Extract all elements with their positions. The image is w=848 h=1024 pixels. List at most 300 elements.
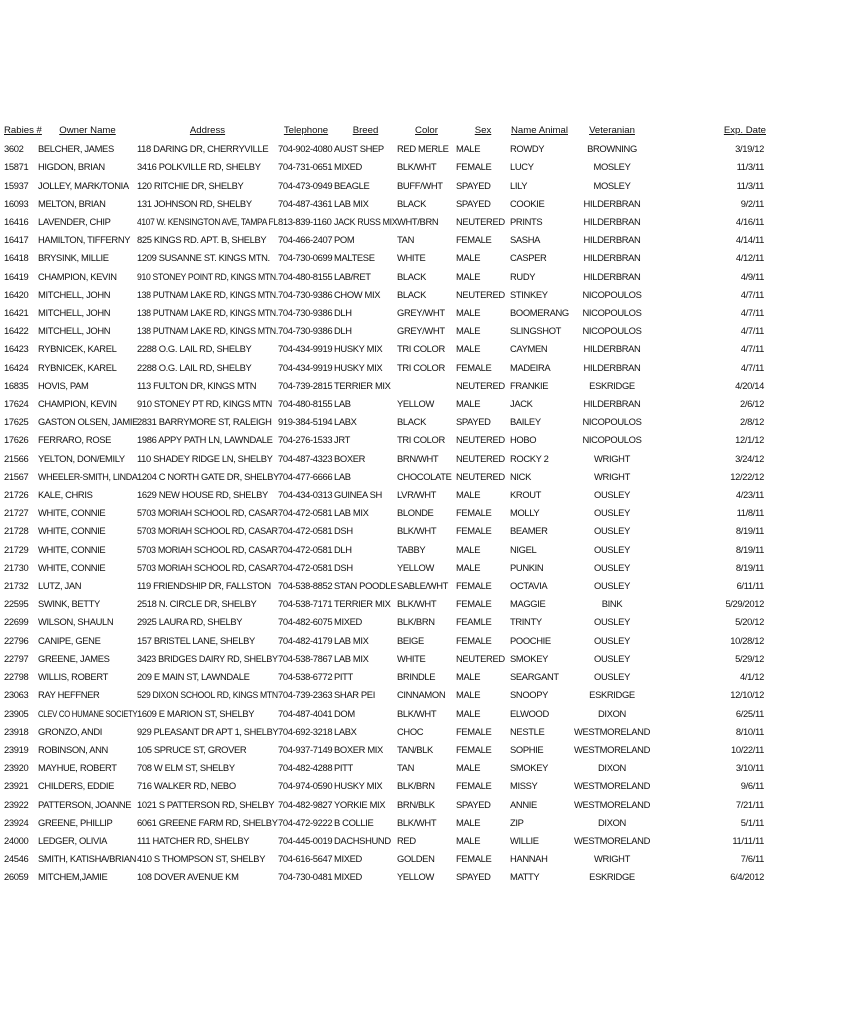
cell-address: 1209 SUSANNE ST. KINGS MTN. <box>137 252 270 264</box>
table-row <box>4 140 848 158</box>
cell-telephone: 704-487-4323 <box>278 452 333 464</box>
table-row <box>4 504 848 522</box>
cell-color: BLONDE <box>397 507 434 519</box>
cell-breed: MIXED <box>334 161 362 173</box>
cell-exp-date: 10/28/12 <box>730 634 764 646</box>
cell-telephone: 704-902-4080 <box>278 143 333 155</box>
cell-sex: NEUTERED <box>456 434 505 446</box>
cell-breed: TERRIER MIX <box>334 379 391 391</box>
cell-exp-date: 5/29/12 <box>735 652 764 664</box>
cell-rabies-number: 17624 <box>4 398 29 410</box>
cell-color: SABLE/WHT <box>397 580 449 592</box>
cell-owner-name: LAVENDER, CHIP <box>38 216 111 228</box>
table-row <box>4 796 848 814</box>
cell-exp-date: 9/6/11 <box>740 780 764 792</box>
cell-animal-name: RUDY <box>510 270 536 282</box>
cell-rabies-number: 17625 <box>4 416 29 428</box>
cell-breed: DLH <box>334 307 352 319</box>
cell-owner-name: WHITE, CONNIE <box>38 543 106 555</box>
cell-address: 5703 MORIAH SCHOOL RD, CASAR <box>137 507 278 519</box>
cell-rabies-number: 16423 <box>4 343 29 355</box>
cell-veterinarian: OUSLEY <box>594 561 630 573</box>
cell-address: 1629 NEW HOUSE RD, SHELBY <box>137 489 268 501</box>
cell-rabies-number: 16835 <box>4 379 29 391</box>
cell-sex: MALE <box>456 543 481 555</box>
cell-exp-date: 8/19/11 <box>735 543 764 555</box>
cell-animal-name: MISSY <box>510 780 538 792</box>
table-row <box>4 177 848 195</box>
cell-sex: MALE <box>456 689 481 701</box>
cell-animal-name: MADEIRA <box>510 361 551 373</box>
cell-address: 910 STONEY POINT RD, KINGS MTN. <box>137 270 278 282</box>
cell-animal-name: PRINTS <box>510 216 543 228</box>
cell-veterinarian: HILDERBRAN <box>583 216 641 228</box>
cell-breed: LAB MIX <box>334 652 369 664</box>
cell-address: 1609 E MARION ST, SHELBY <box>137 707 255 719</box>
table-row <box>4 431 848 449</box>
table-row <box>4 777 848 795</box>
cell-breed: LABX <box>334 725 357 737</box>
cell-address: 2925 LAURA RD, SHELBY <box>137 616 243 628</box>
cell-breed: STAN POODLE <box>334 580 397 592</box>
cell-breed: MIXED <box>334 853 362 865</box>
table-row <box>4 195 848 213</box>
cell-veterinarian: ESKRIDGE <box>589 871 635 883</box>
cell-owner-name: YELTON, DON/EMILY <box>38 452 125 464</box>
cell-veterinarian: WRIGHT <box>594 452 630 464</box>
cell-owner-name: JOLLEY, MARK/TONIA <box>38 179 129 191</box>
cell-owner-name: MAYHUE, ROBERT <box>38 762 117 774</box>
cell-telephone: 704-482-4288 <box>278 762 333 774</box>
cell-sex: SPAYED <box>456 416 491 428</box>
cell-owner-name: FERRARO, ROSE <box>38 434 112 446</box>
cell-color: GREY/WHT <box>397 307 445 319</box>
cell-animal-name: SLINGSHOT <box>510 325 562 337</box>
cell-exp-date: 4/1/12 <box>740 671 764 683</box>
cell-color: RED <box>397 834 416 846</box>
cell-breed: MIXED <box>334 616 362 628</box>
cell-address: 118 DARING DR, CHERRYVILLE <box>137 143 269 155</box>
cell-color: BLACK <box>397 197 426 209</box>
cell-breed: HUSKY MIX <box>334 780 383 792</box>
cell-exp-date: 6/4/2012 <box>730 871 764 883</box>
cell-sex: FEMALE <box>456 725 492 737</box>
cell-sex: FEMALE <box>456 525 492 537</box>
cell-exp-date: 11/3/11 <box>736 161 764 173</box>
cell-breed: JRT <box>334 434 350 446</box>
cell-veterinarian: NICOPOULOS <box>582 325 642 337</box>
cell-breed: LABX <box>334 416 357 428</box>
cell-exp-date: 6/25/11 <box>735 707 764 719</box>
cell-address: 2518 N. CIRCLE DR, SHELBY <box>137 598 257 610</box>
cell-animal-name: LILY <box>510 179 528 191</box>
cell-telephone: 704-538-7867 <box>278 652 333 664</box>
cell-telephone: 704-480-8155 <box>278 398 333 410</box>
cell-owner-name: RAY HEFFNER <box>38 689 100 701</box>
cell-sex: MALE <box>456 270 481 282</box>
cell-sex: NEUTERED <box>456 452 505 464</box>
column-header-exp-date: Exp. Date <box>723 125 766 136</box>
cell-color: TAN <box>397 762 415 774</box>
cell-breed: SHAR PEI <box>334 689 375 701</box>
cell-animal-name: ANNIE <box>510 798 537 810</box>
cell-owner-name: MELTON, BRIAN <box>38 197 106 209</box>
cell-animal-name: PUNKIN <box>510 561 544 573</box>
cell-color: WHITE <box>397 652 426 664</box>
cell-rabies-number: 21728 <box>4 525 29 537</box>
cell-rabies-number: 23919 <box>4 743 29 755</box>
cell-rabies-number: 16420 <box>4 288 29 300</box>
cell-animal-name: BEAMER <box>510 525 548 537</box>
cell-owner-name: HAMILTON, TIFFERNY <box>38 234 131 246</box>
cell-exp-date: 12/22/12 <box>730 470 764 482</box>
cell-color: TAN <box>397 234 415 246</box>
cell-sex: MALE <box>456 762 481 774</box>
cell-address: 2288 O.G. LAIL RD, SHELBY <box>137 343 252 355</box>
cell-owner-name: PATTERSON, JOANNE <box>38 798 132 810</box>
table-row <box>4 850 848 868</box>
cell-color: BLK/BRN <box>397 780 435 792</box>
table-row <box>4 577 848 595</box>
cell-owner-name: GRONZO, ANDI <box>38 725 103 737</box>
cell-exp-date: 11/11/11 <box>732 834 764 846</box>
cell-rabies-number: 21566 <box>4 452 29 464</box>
cell-telephone: 704-445-0019 <box>278 834 333 846</box>
cell-rabies-number: 21726 <box>4 489 29 501</box>
cell-rabies-number: 23921 <box>4 780 29 792</box>
cell-telephone: 704-538-6772 <box>278 671 333 683</box>
cell-address: 410 S THOMPSON ST, SHELBY <box>137 853 266 865</box>
table-row <box>4 304 848 322</box>
cell-breed: CHOW MIX <box>334 288 381 300</box>
cell-telephone: 704-472-0581 <box>278 525 333 537</box>
cell-address: 113 FULTON DR, KINGS MTN <box>137 379 257 391</box>
cell-telephone: 704-480-8155 <box>278 270 333 282</box>
table-body <box>4 140 848 886</box>
cell-owner-name: BRYSINK, MILLIE <box>38 252 109 264</box>
cell-breed: LAB/RET <box>334 270 371 282</box>
table-header <box>4 122 848 140</box>
cell-exp-date: 11/8/11 <box>736 507 764 519</box>
cell-sex: FEMALE <box>456 161 492 173</box>
cell-address: 2831 BARRYMORE ST, RALEIGH <box>137 416 272 428</box>
rabies-register-table <box>4 122 848 887</box>
cell-animal-name: NICK <box>510 470 531 482</box>
cell-sex: FEMALE <box>456 853 492 865</box>
cell-sex: SPAYED <box>456 798 491 810</box>
cell-sex: MALE <box>456 398 481 410</box>
cell-telephone: 704-692-3218 <box>278 725 333 737</box>
cell-address: 120 RITCHIE DR, SHELBY <box>137 179 244 191</box>
cell-color: CINNAMON <box>397 689 446 701</box>
cell-veterinarian: OUSLEY <box>594 543 630 555</box>
cell-telephone: 704-472-0581 <box>278 507 333 519</box>
column-header-rabies: Rabies # <box>4 125 42 136</box>
cell-owner-name: LEDGER, OLIVIA <box>38 834 108 846</box>
cell-sex: MALE <box>456 307 481 319</box>
cell-address: 3416 POLKVILLE RD, SHELBY <box>137 161 261 173</box>
cell-owner-name: HIGDON, BRIAN <box>38 161 105 173</box>
cell-sex: MALE <box>456 561 481 573</box>
cell-telephone: 704-730-9386 <box>278 325 333 337</box>
cell-rabies-number: 24000 <box>4 834 29 846</box>
cell-color: TABBY <box>397 543 426 555</box>
cell-telephone: 704-538-8852 <box>278 580 333 592</box>
cell-color: GOLDEN <box>397 853 435 865</box>
cell-veterinarian: NICOPOULOS <box>582 288 642 300</box>
table-row <box>4 741 848 759</box>
cell-color: BLK/WHT <box>397 707 437 719</box>
cell-exp-date: 3/10/11 <box>735 762 764 774</box>
cell-address: 529 DIXON SCHOOL RD, KINGS MTN <box>137 689 278 701</box>
cell-color <box>397 377 456 395</box>
cell-rabies-number: 23922 <box>4 798 29 810</box>
cell-telephone: 704-730-0481 <box>278 871 333 883</box>
table-row <box>4 522 848 540</box>
cell-sex: MALE <box>456 671 481 683</box>
cell-animal-name: LUCY <box>510 161 534 173</box>
cell-sex: FEMALE <box>456 234 492 246</box>
cell-exp-date: 4/9/11 <box>740 270 764 282</box>
cell-rabies-number: 16424 <box>4 361 29 373</box>
cell-color: BLK/WHT <box>397 598 437 610</box>
cell-veterinarian: OUSLEY <box>594 525 630 537</box>
cell-animal-name: CAYMEN <box>510 343 548 355</box>
table-row <box>4 322 848 340</box>
cell-animal-name: MATTY <box>510 871 540 883</box>
cell-exp-date: 4/7/11 <box>740 307 764 319</box>
cell-animal-name: SMOKEY <box>510 762 549 774</box>
cell-address: 825 KINGS RD. APT. B, SHELBY <box>137 234 267 246</box>
column-header-sex: Sex <box>474 125 492 136</box>
cell-telephone: 704-730-0699 <box>278 252 333 264</box>
cell-telephone: 919-384-5194 <box>278 416 333 428</box>
column-header-veteranian: Veteranian <box>589 125 635 136</box>
cell-owner-name: KALE, CHRIS <box>38 489 93 501</box>
cell-address: 111 HATCHER RD, SHELBY <box>137 834 250 846</box>
cell-exp-date: 7/6/11 <box>740 853 764 865</box>
cell-address: 5703 MORIAH SCHOOL RD, CASAR <box>137 525 278 537</box>
cell-address: 157 BRISTEL LANE, SHELBY <box>137 634 255 646</box>
cell-veterinarian: DIXON <box>598 762 626 774</box>
cell-color: TRI COLOR <box>397 361 445 373</box>
table-row <box>4 413 848 431</box>
table-row <box>4 814 848 832</box>
table-row <box>4 450 848 468</box>
cell-exp-date: 9/2/11 <box>740 197 764 209</box>
table-row <box>4 158 848 176</box>
table-row <box>4 723 848 741</box>
cell-owner-name: GASTON OLSEN, JAMIE <box>38 416 138 428</box>
cell-rabies-number: 16416 <box>4 216 29 228</box>
cell-owner-name: WHITE, CONNIE <box>38 561 106 573</box>
cell-rabies-number: 26059 <box>4 871 29 883</box>
cell-sex: MALE <box>456 343 481 355</box>
cell-rabies-number: 21729 <box>4 543 29 555</box>
table-row <box>4 340 848 358</box>
table-row <box>4 249 848 267</box>
cell-sex: SPAYED <box>456 871 491 883</box>
cell-address: 138 PUTNAM LAKE RD, KINGS MTN. <box>137 325 278 337</box>
cell-rabies-number: 23905 <box>4 707 29 719</box>
table-row <box>4 286 848 304</box>
cell-owner-name: SMITH, KATISHA/BRIAN <box>38 853 137 865</box>
cell-address: 5703 MORIAH SCHOOL RD, CASAR <box>137 561 278 573</box>
cell-owner-name: WHEELER-SMITH, LINDA <box>38 470 138 482</box>
table-row <box>4 832 848 850</box>
cell-sex: SPAYED <box>456 179 491 191</box>
cell-telephone: 704-730-9386 <box>278 307 333 319</box>
cell-animal-name: KROUT <box>510 489 542 501</box>
cell-color: LVR/WHT <box>397 489 437 501</box>
cell-animal-name: SASHA <box>510 234 541 246</box>
table-row <box>4 468 848 486</box>
cell-exp-date: 5/29/2012 <box>725 598 764 610</box>
cell-address: 1986 APPY PATH LN, LAWNDALE <box>137 434 273 446</box>
table-row <box>4 650 848 668</box>
cell-animal-name: OCTAVIA <box>510 580 548 592</box>
cell-color: CHOC <box>397 725 424 737</box>
cell-exp-date: 11/3/11 <box>736 179 764 191</box>
cell-telephone: 704-487-4041 <box>278 707 333 719</box>
cell-veterinarian: HILDERBRAN <box>583 270 641 282</box>
cell-address: 110 SHADEY RIDGE LN, SHELBY <box>137 452 273 464</box>
cell-telephone: 704-739-2363 <box>278 689 333 701</box>
cell-veterinarian: ESKRIDGE <box>589 689 635 701</box>
table-row <box>4 486 848 504</box>
cell-rabies-number: 23924 <box>4 816 29 828</box>
cell-sex: MALE <box>456 325 481 337</box>
cell-breed: BOXER MIX <box>334 743 383 755</box>
column-header-telephone: Telephone <box>283 125 329 136</box>
cell-sex: MALE <box>456 707 481 719</box>
cell-veterinarian: OUSLEY <box>594 671 630 683</box>
cell-sex: FEMALE <box>456 634 492 646</box>
cell-color: RED MERLE <box>397 143 449 155</box>
cell-veterinarian: WESTMORELAND <box>573 725 650 737</box>
column-header-name-animal: Name Animal <box>510 125 569 136</box>
table-row <box>4 686 848 704</box>
cell-veterinarian: HILDERBRAN <box>583 234 641 246</box>
table-row <box>4 541 848 559</box>
column-header-color: Color <box>415 125 438 136</box>
cell-rabies-number: 23918 <box>4 725 29 737</box>
cell-animal-name: SNOOPY <box>510 689 549 701</box>
cell-color: BRN/BLK <box>397 798 435 810</box>
cell-breed: LAB <box>334 470 351 482</box>
cell-telephone: 704-482-6075 <box>278 616 333 628</box>
cell-sex: NEUTERED <box>456 288 505 300</box>
cell-animal-name: MAGGIE <box>510 598 546 610</box>
cell-owner-name: BELCHER, JAMES <box>38 143 114 155</box>
cell-rabies-number: 22797 <box>4 652 29 664</box>
cell-animal-name: POOCHIE <box>510 634 551 646</box>
cell-sex: NEUTERED <box>456 216 505 228</box>
cell-breed: POM <box>334 234 355 246</box>
cell-sex: FEMALE <box>456 361 492 373</box>
cell-rabies-number: 21730 <box>4 561 29 573</box>
cell-exp-date: 3/24/12 <box>735 452 764 464</box>
cell-owner-name: ROBINSON, ANN <box>38 743 108 755</box>
cell-telephone: 704-472-0581 <box>278 543 333 555</box>
cell-owner-name: WHITE, CONNIE <box>38 507 106 519</box>
cell-telephone: 813-839-1160 <box>278 216 332 228</box>
cell-color: BLACK <box>397 288 426 300</box>
cell-veterinarian: OUSLEY <box>594 634 630 646</box>
table-row <box>4 231 848 249</box>
cell-breed: LAB <box>334 398 351 410</box>
cell-address: 708 W ELM ST, SHELBY <box>137 762 235 774</box>
cell-owner-name: CHILDERS, EDDIE <box>38 780 115 792</box>
cell-breed: PITT <box>334 671 353 683</box>
cell-breed: DSH <box>334 561 353 573</box>
cell-veterinarian: HILDERBRAN <box>583 398 641 410</box>
cell-color: TRI COLOR <box>397 343 445 355</box>
cell-exp-date: 4/20/14 <box>735 379 764 391</box>
cell-sex: FEMALE <box>456 598 492 610</box>
cell-sex: MALE <box>456 252 481 264</box>
table-row <box>4 613 848 631</box>
cell-owner-name: MITCHELL, JOHN <box>38 307 111 319</box>
cell-telephone: 704-276-1533 <box>278 434 333 446</box>
cell-breed: MIXED <box>334 871 362 883</box>
cell-address: 138 PUTNAM LAKE RD, KINGS MTN. <box>137 307 278 319</box>
cell-animal-name: NIGEL <box>510 543 537 555</box>
cell-address: 119 FRIENDSHIP DR, FALLSTON <box>137 580 271 592</box>
cell-sex: MALE <box>456 834 481 846</box>
cell-color: YELLOW <box>397 398 434 410</box>
cell-animal-name: MOLLY <box>510 507 540 519</box>
cell-animal-name: COOKIE <box>510 197 545 209</box>
cell-rabies-number: 23063 <box>4 689 29 701</box>
cell-telephone: 704-434-0313 <box>278 489 333 501</box>
cell-rabies-number: 21732 <box>4 580 29 592</box>
cell-veterinarian: OUSLEY <box>594 652 630 664</box>
cell-rabies-number: 21567 <box>4 470 29 482</box>
table-row <box>4 632 848 650</box>
cell-veterinarian: ESKRIDGE <box>589 379 635 391</box>
cell-owner-name: CHAMPION, KEVIN <box>38 270 117 282</box>
cell-exp-date: 4/7/11 <box>740 325 764 337</box>
cell-exp-date: 4/12/11 <box>735 252 764 264</box>
cell-veterinarian: MOSLEY <box>593 179 631 191</box>
cell-color: GREY/WHT <box>397 325 445 337</box>
cell-breed: MALTESE <box>334 252 375 264</box>
cell-address: 2288 O.G. LAIL RD, SHELBY <box>137 361 252 373</box>
cell-owner-name: MITCHELL, JOHN <box>38 288 111 300</box>
column-header-address: Address <box>189 125 226 136</box>
cell-animal-name: WILLIE <box>510 834 539 846</box>
cell-exp-date: 8/19/11 <box>735 525 764 537</box>
cell-animal-name: NESTLE <box>510 725 545 737</box>
cell-breed: YORKIE MIX <box>334 798 386 810</box>
cell-sex: FEMALE <box>456 507 492 519</box>
cell-address: 716 WALKER RD, NEBO <box>137 780 236 792</box>
cell-sex: FEMALE <box>456 743 492 755</box>
cell-exp-date: 2/6/12 <box>740 398 764 410</box>
cell-rabies-number: 24546 <box>4 853 29 865</box>
cell-animal-name: ELWOOD <box>510 707 549 719</box>
cell-veterinarian: WESTMORELAND <box>573 798 650 810</box>
cell-color: WHT/BRN <box>397 216 439 228</box>
cell-rabies-number: 21727 <box>4 507 29 519</box>
table-row <box>4 395 848 413</box>
cell-owner-name: GREENE, PHILLIP <box>38 816 113 828</box>
cell-animal-name: JACK <box>510 398 533 410</box>
cell-veterinarian: OUSLEY <box>594 580 630 592</box>
cell-breed: DLH <box>334 325 352 337</box>
cell-breed: LAB MIX <box>334 634 369 646</box>
